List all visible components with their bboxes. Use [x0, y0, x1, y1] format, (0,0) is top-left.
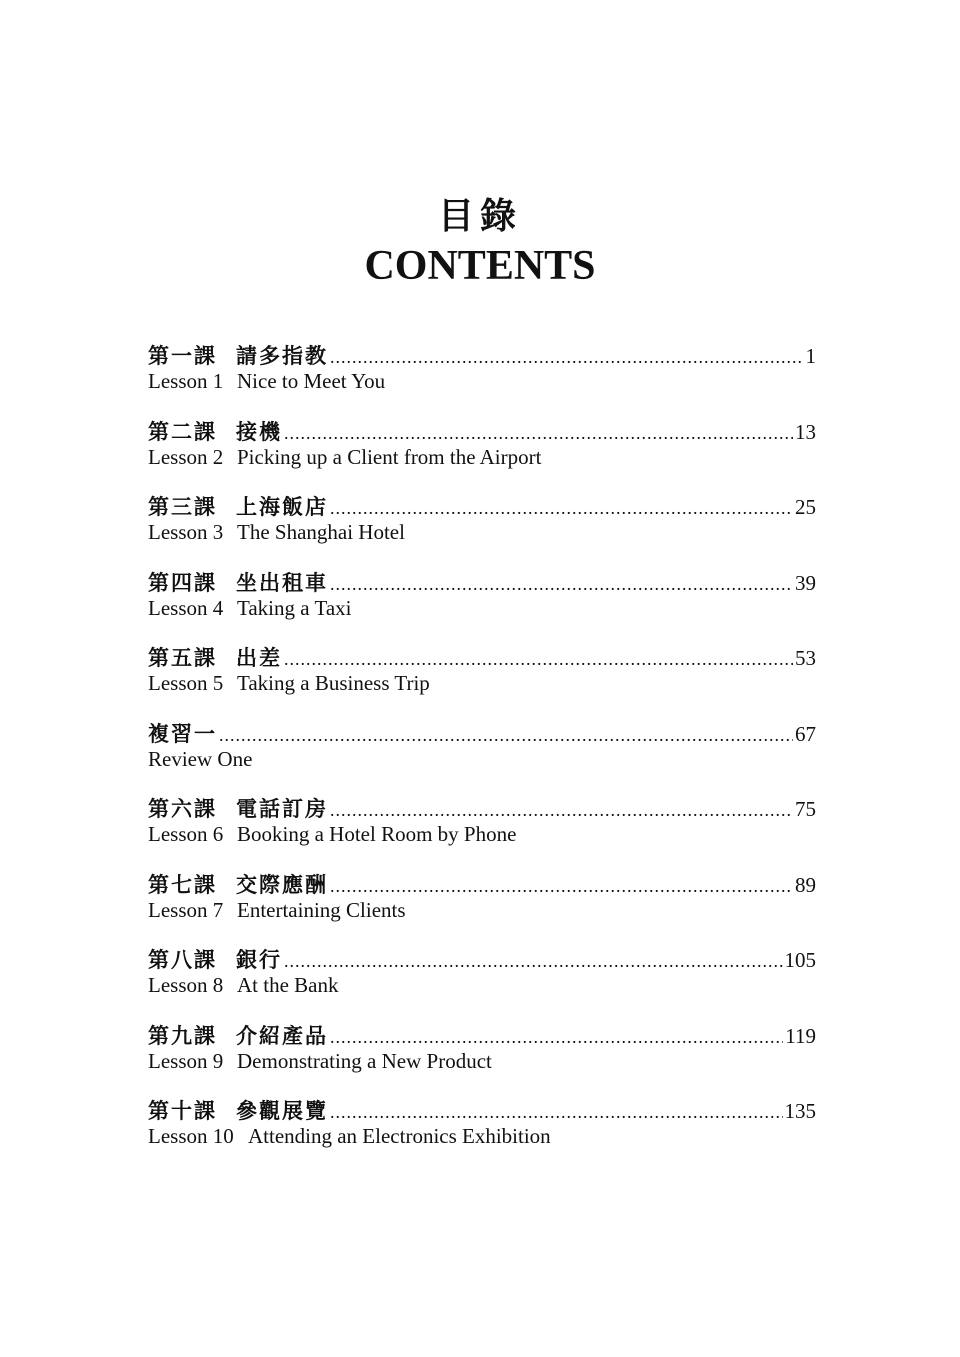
lesson-title-english: At the Bank — [237, 973, 339, 997]
lesson-number-chinese: 第四課 — [148, 569, 217, 595]
lesson-number-english: Lesson 7 — [148, 897, 224, 922]
page-number: 39 — [795, 570, 816, 595]
lesson-number-chinese: 第三課 — [148, 494, 217, 519]
lesson-title-chinese: 參觀展覽 — [236, 1098, 328, 1123]
lesson-title-chinese: 請多指教 — [236, 343, 328, 368]
lesson-title-english: Entertaining Clients — [237, 897, 406, 922]
lesson-title-chinese: 交際應酬 — [236, 871, 328, 897]
dot-leader — [330, 339, 804, 375]
toc-entry-lesson-3[interactable] — [148, 489, 816, 565]
lesson-number-chinese: 第十課 — [148, 1098, 217, 1123]
lesson-number-english: Lesson 1 — [148, 369, 224, 393]
review-title-english: Review One — [148, 746, 253, 771]
lesson-title-chinese: 電話訂房 — [236, 796, 328, 821]
lesson-number-english: Lesson 4 — [148, 595, 224, 620]
lesson-title-english: Taking a Taxi — [237, 595, 352, 620]
lesson-title-chinese: 銀行 — [236, 947, 282, 972]
page-number: 53 — [795, 646, 816, 670]
lesson-number-chinese: 第七課 — [148, 871, 217, 897]
page-number: 105 — [784, 948, 816, 972]
lesson-title-english: Attending an Electronics Exhibition — [248, 1124, 551, 1148]
review-title-chinese: 複習一 — [148, 720, 217, 746]
lesson-number-english: Lesson 5 — [148, 671, 224, 695]
page-number: 135 — [784, 1099, 816, 1123]
lesson-number-english: Lesson 9 — [148, 1048, 224, 1073]
toc-entry-lesson-10[interactable] — [148, 1093, 816, 1169]
page-title-english: CONTENTS — [364, 243, 596, 289]
lesson-number-english: Lesson 8 — [148, 973, 224, 997]
lesson-title-english: Picking up a Client from the Airport — [237, 444, 542, 469]
lesson-title-chinese: 坐出租車 — [236, 569, 328, 595]
page-number: 25 — [795, 495, 816, 519]
lesson-number-english: Lesson 10 — [148, 1124, 234, 1148]
page-number: 119 — [785, 1023, 816, 1048]
lesson-number-chinese: 第一課 — [148, 343, 217, 368]
lesson-number-chinese: 第八課 — [148, 947, 217, 972]
toc-entry-lesson-5[interactable] — [148, 640, 816, 716]
dot-leader — [219, 717, 793, 753]
lesson-number-english: Lesson 3 — [148, 520, 224, 544]
lesson-number-chinese: 第六課 — [148, 796, 217, 821]
lesson-title-english: Nice to Meet You — [237, 369, 386, 393]
lesson-title-chinese: 出差 — [236, 645, 282, 670]
lesson-number-english: Lesson 2 — [148, 444, 224, 469]
lesson-number-english: Lesson 6 — [148, 822, 224, 846]
toc-entry-lesson-9[interactable] — [148, 1018, 816, 1094]
page-number: 67 — [795, 721, 816, 746]
lesson-title-english: Booking a Hotel Room by Phone — [237, 822, 517, 846]
lesson-title-chinese: 介紹產品 — [236, 1022, 328, 1048]
toc-entry-lesson-4[interactable] — [148, 565, 816, 641]
lesson-title-english: Taking a Business Trip — [237, 671, 430, 695]
dot-leader — [330, 566, 793, 602]
lesson-title-english: The Shanghai Hotel — [237, 520, 405, 544]
page-number: 89 — [795, 872, 816, 897]
lesson-title-english: Demonstrating a New Product — [237, 1048, 492, 1073]
lesson-title-chinese: 接機 — [236, 418, 282, 444]
toc-entry-lesson-6[interactable] — [148, 791, 816, 867]
lesson-title-chinese: 上海飯店 — [236, 494, 328, 519]
lesson-number-chinese: 第九課 — [148, 1022, 217, 1048]
toc-entry-lesson-7[interactable] — [148, 867, 816, 943]
dot-leader — [284, 943, 783, 979]
lesson-number-chinese: 第五課 — [148, 645, 217, 670]
page-number: 13 — [795, 419, 816, 444]
lesson-number-chinese: 第二課 — [148, 418, 217, 444]
table-of-contents — [148, 338, 816, 1169]
toc-entry-lesson-8[interactable] — [148, 942, 816, 1018]
toc-entry-review-one[interactable] — [148, 716, 816, 792]
page-title-chinese: 目錄 — [437, 195, 522, 237]
toc-entry-lesson-2[interactable] — [148, 414, 816, 490]
page-number: 1 — [805, 344, 816, 368]
toc-entry-lesson-1[interactable] — [148, 338, 816, 414]
page-number: 75 — [795, 797, 816, 821]
